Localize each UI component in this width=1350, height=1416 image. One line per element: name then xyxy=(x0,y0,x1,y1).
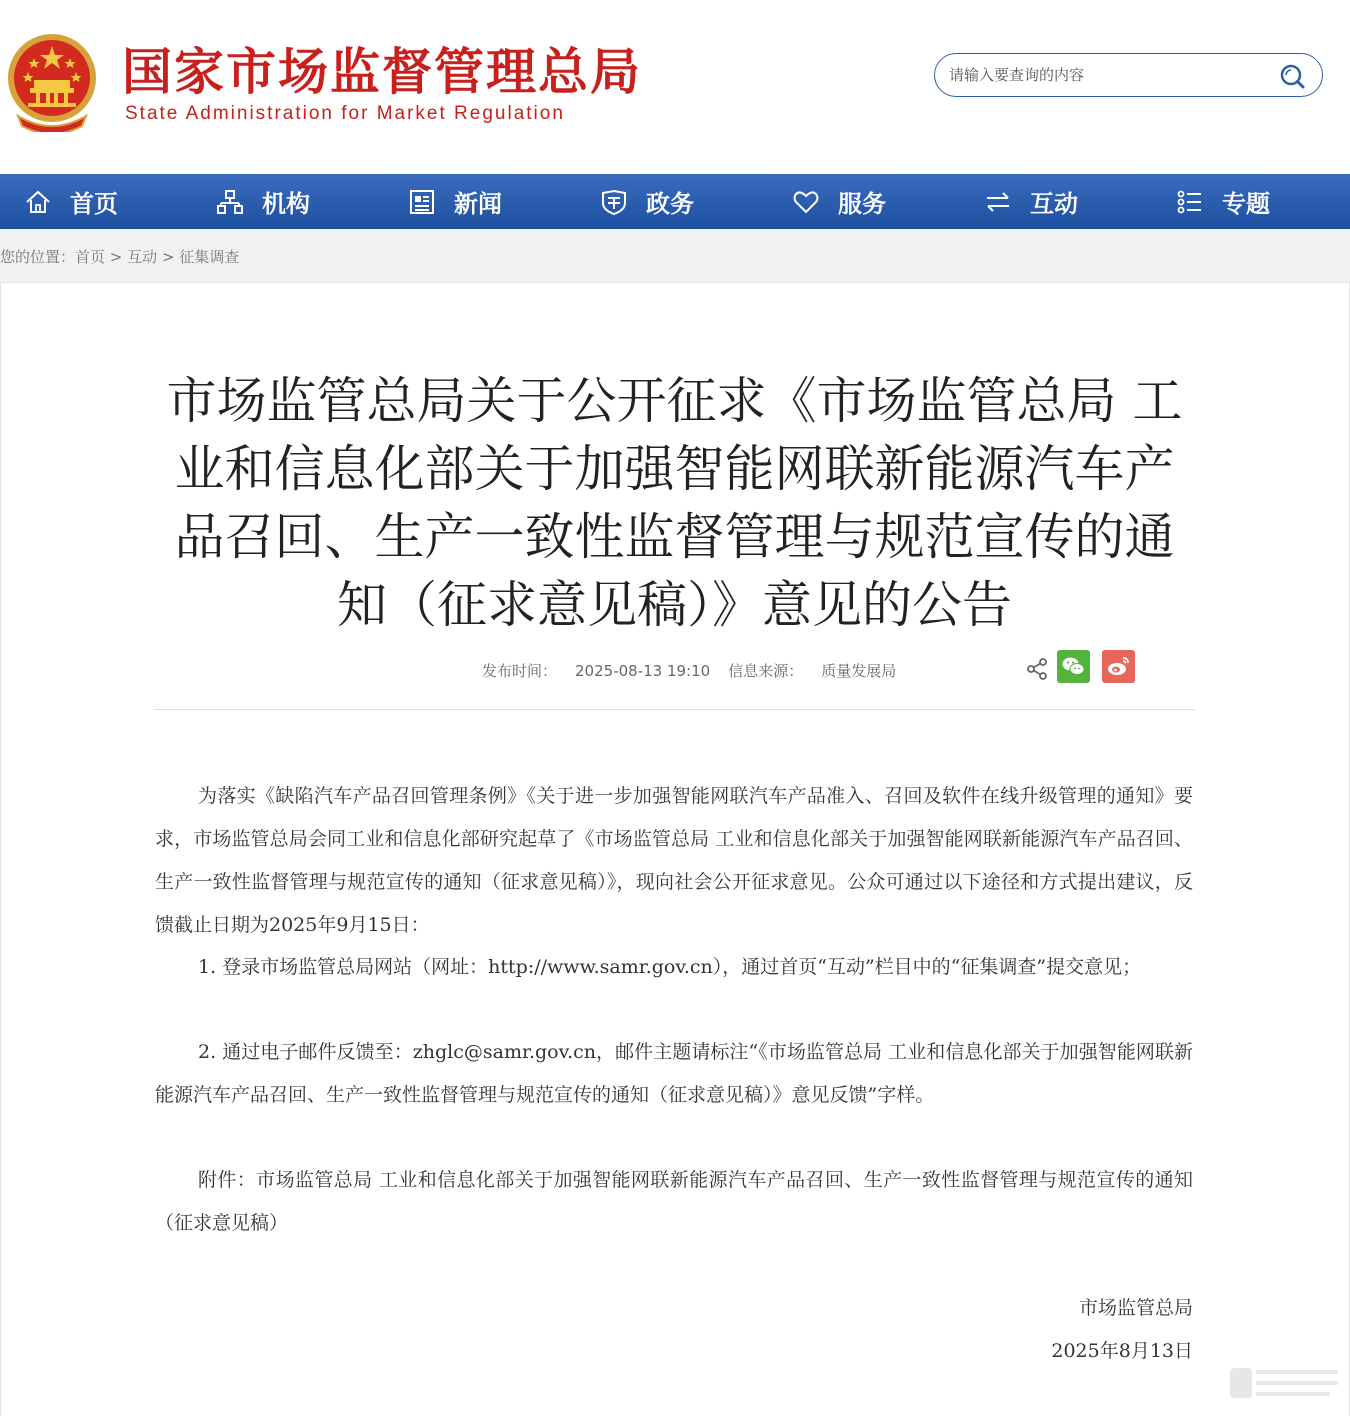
article-title: 市场监管总局关于公开征求《市场监管总局 工业和信息化部关于加强智能网联新能源汽车产品召回、生产一致性监督管理与规范宣传的通知（征求意见稿）》意见的公告 xyxy=(166,372,1183,634)
source-value: 质量发展局 xyxy=(821,662,897,680)
nav-item-org[interactable] xyxy=(216,174,310,229)
search-box xyxy=(934,53,1323,97)
article-paragraph: 为落实《缺陷汽车产品召回管理条例》《关于进一步加强智能网联汽车产品准入、召回及软件在线升级管理的通知》要求，市场监管总局会同工业和信息化部研究起草了《市场监管总局 工业和信息化部关于加强智能网联新能源汽车产品召回、生产一致性监督管理与规范宣传的通知（征求意见稿）》，现向社会公开征求意见。公众可通过以下途径和方式提出建议，反馈截止日期为2025年9月15日： xyxy=(155,785,1193,936)
signature-date: 2025年8月13日 xyxy=(1051,1340,1193,1362)
nav-label-topics: 专题 xyxy=(1222,190,1270,218)
nav-item-affairs[interactable] xyxy=(600,174,694,229)
breadcrumb-home[interactable]: 首页 xyxy=(75,248,106,266)
shield-icon xyxy=(600,188,628,216)
nav-item-news[interactable] xyxy=(408,174,502,229)
nav-item-topics[interactable] xyxy=(1176,174,1270,229)
share-icon[interactable] xyxy=(1025,657,1049,681)
breadcrumb-bar xyxy=(0,229,1350,283)
weibo-share-icon[interactable] xyxy=(1102,650,1135,683)
org-chart-icon xyxy=(216,188,244,216)
attachment-paragraph: 附件：市场监管总局 工业和信息化部关于加强智能网联新能源汽车产品召回、生产一致性监督管理与规范宣传的通知（征求意见稿） xyxy=(155,1169,1193,1234)
article-paragraph: 2. 通过电子邮件反馈至：zhglc@samr.gov.cn，邮件主题请标注“《市场监管总局 工业和信息化部关于加强智能网联新能源汽车产品召回、生产一致性监督管理与规范宣传的通知（征求意见稿）》意见反馈”字样。 xyxy=(155,1041,1193,1106)
publish-time-label: 发布时间： xyxy=(482,662,558,680)
source-label: 信息来源： xyxy=(728,662,804,680)
nav-item-services[interactable] xyxy=(792,174,886,229)
home-icon xyxy=(24,188,52,216)
nav-label-interaction: 互动 xyxy=(1030,190,1078,218)
nav-item-home[interactable] xyxy=(24,174,118,229)
article-paragraph: 1. 登录市场监管总局网站（网址：http://www.samr.gov.cn），通过首页“互动”栏目中的“征集调查”提交意见； xyxy=(198,956,1142,978)
list-icon xyxy=(1176,188,1204,216)
breadcrumb-survey[interactable]: 征集调查 xyxy=(179,248,240,266)
national-emblem-logo[interactable] xyxy=(4,32,100,132)
breadcrumb-separator: > xyxy=(105,248,128,266)
publish-time: 2025-08-13 19:10 xyxy=(575,662,711,680)
breadcrumb-separator: > xyxy=(157,248,180,266)
nav-label-home: 首页 xyxy=(70,190,118,218)
site-title-en[interactable]: State Administration for Market Regulation xyxy=(125,103,565,124)
breadcrumb-interaction[interactable]: 互动 xyxy=(127,248,158,266)
heart-icon xyxy=(792,188,820,216)
nav-label-org: 机构 xyxy=(262,190,310,218)
nav-label-services: 服务 xyxy=(838,190,886,218)
site-title-cn[interactable]: 国家市场监督管理总局 xyxy=(122,43,642,101)
nav-item-interaction[interactable] xyxy=(984,174,1078,229)
article-meta xyxy=(482,660,896,682)
breadcrumb xyxy=(0,247,239,267)
newspaper-icon xyxy=(408,188,436,216)
exchange-arrows-icon xyxy=(984,188,1012,216)
wechat-share-icon[interactable] xyxy=(1057,650,1090,683)
nav-label-news: 新闻 xyxy=(454,190,502,218)
title-divider xyxy=(154,709,1195,710)
breadcrumb-prefix: 您的位置： xyxy=(0,248,76,266)
signature-org: 市场监管总局 xyxy=(1078,1297,1193,1319)
watermark-logo xyxy=(1228,1362,1340,1404)
nav-label-affairs: 政务 xyxy=(646,190,694,218)
search-input[interactable] xyxy=(949,62,1269,88)
search-icon[interactable] xyxy=(1278,63,1306,89)
site-header xyxy=(0,0,1350,174)
main-nav xyxy=(0,174,1350,229)
